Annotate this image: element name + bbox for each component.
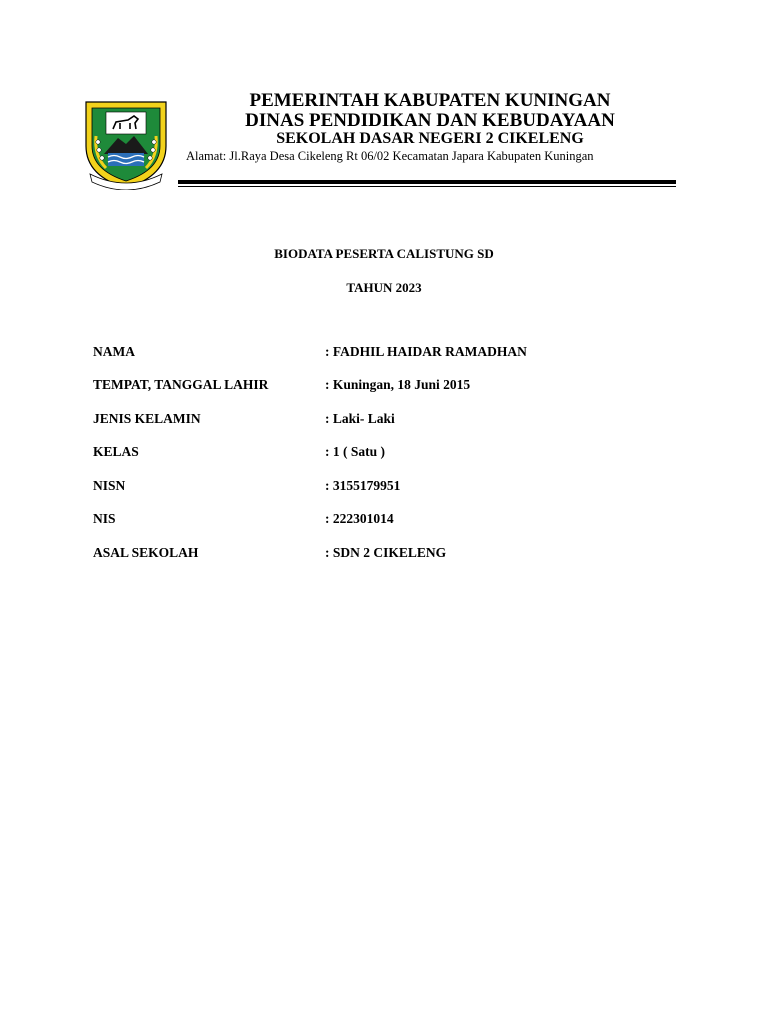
field-label: JENIS KELAMIN [93,411,201,426]
letterhead-government: PEMERINTAH KABUPATEN KUNINGAN [249,90,611,111]
field-value: : SDN 2 CIKELENG [325,545,447,560]
field-label: NIS [93,511,116,526]
document-year: TAHUN 2023 [346,280,422,295]
letterhead-address: Alamat: Jl.Raya Desa Cikeleng Rt 06/02 Kecamatan Japara Kabupaten Kuningan [186,149,594,163]
field-value: : FADHIL HAIDAR RAMADHAN [325,344,527,359]
field-value: : 3155179951 [325,478,401,493]
letterhead-school: SEKOLAH DASAR NEGERI 2 CIKELENG [276,130,584,147]
field-label: TEMPAT, TANGGAL LAHIR [93,377,269,392]
field-label: KELAS [93,444,139,459]
field-value: : Laki- Laki [325,411,395,426]
letterhead-divider-thick [178,180,676,184]
field-value: : 222301014 [325,511,394,526]
letterhead-divider-thin [178,186,676,187]
letterhead-department: DINAS PENDIDIKAN DAN KEBUDAYAAN [245,110,615,131]
field-value: : Kuningan, 18 Juni 2015 [325,377,471,392]
document-title: BIODATA PESERTA CALISTUNG SD [274,246,494,261]
field-label: NAMA [93,344,135,359]
field-label: ASAL SEKOLAH [93,545,199,560]
kuningan-regency-emblem-icon [80,98,172,190]
field-label: NISN [93,478,126,493]
field-value: : 1 ( Satu ) [325,444,385,459]
